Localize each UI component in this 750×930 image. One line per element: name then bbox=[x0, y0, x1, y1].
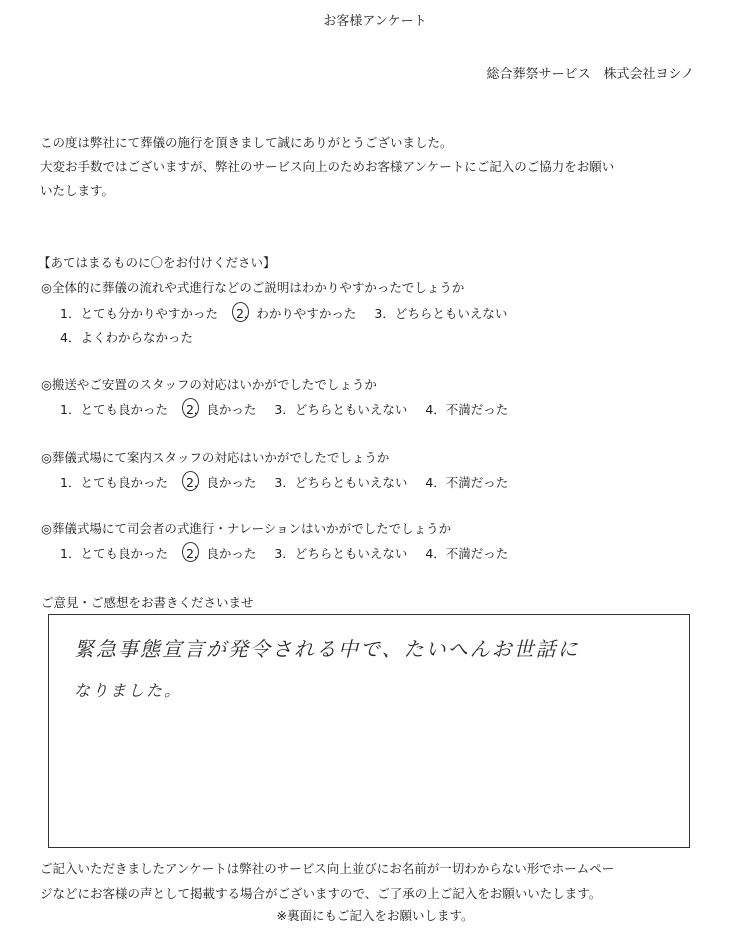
question-3: ◎葬儀式場にて案内スタッフの対応はいかがでしたでしょうか bbox=[41, 450, 390, 465]
option-3[interactable]: 3．どちらともいえない bbox=[374, 306, 508, 321]
option-4[interactable]: 4．不満だった bbox=[425, 546, 509, 561]
question-1-options bbox=[60, 304, 521, 322]
company-name: 総合葬祭サービス 株式会社ヨシノ bbox=[486, 67, 694, 82]
comment-box[interactable] bbox=[48, 614, 690, 848]
question-2: ◎搬送やご安置のスタッフの対応はいかがでしたでしょうか bbox=[41, 377, 377, 392]
question-1-options-row2 bbox=[60, 328, 207, 346]
page-title: お客様アンケート bbox=[323, 14, 427, 29]
option-1[interactable]: 1．とても良かった bbox=[60, 402, 168, 417]
question-2-options bbox=[60, 400, 522, 418]
comment-label: ご意見・ご感想をお書きくださいませ bbox=[41, 595, 254, 610]
back-page-note: ※裏面にもご記入をお願いします。 bbox=[276, 908, 474, 923]
option-1[interactable]: 1．とても良かった bbox=[60, 475, 168, 490]
question-4: ◎葬儀式場にて司会者の式進行・ナレーションはいかがでしたでしょうか bbox=[41, 521, 452, 536]
option-1[interactable]: 1．とても分かりやすかった bbox=[60, 306, 218, 321]
option-1[interactable]: 1．とても良かった bbox=[60, 546, 168, 561]
question-4-options bbox=[60, 544, 522, 562]
option-2-selected[interactable]: 2．良かった bbox=[185, 475, 257, 490]
option-2-selected[interactable]: 2．わかりやすかった bbox=[235, 306, 357, 321]
intro-line: この度は弊社にて葬儀の施行を頂きまして誠にありがとうございました。 bbox=[40, 135, 453, 150]
option-4[interactable]: 4．よくわからなかった bbox=[60, 330, 193, 345]
intro-text bbox=[40, 131, 710, 203]
handwritten-comment-line: なりました。 bbox=[74, 681, 183, 700]
handwritten-comment-line: 緊急事態宣言が発令される中で、たいへんお世話に bbox=[74, 637, 580, 661]
intro-line: いたします。 bbox=[40, 183, 115, 198]
footer-line: ご記入いただきましたアンケートは弊社のサービス向上並びにお名前が一切わからない形でホームペー bbox=[40, 861, 615, 876]
option-3[interactable]: 3．どちらともいえない bbox=[274, 402, 408, 417]
option-2-selected[interactable]: 2．良かった bbox=[185, 546, 257, 561]
instruction-text: 【あてはまるものに〇をお付けください】 bbox=[38, 255, 276, 270]
question-1: ◎全体的に葬儀の流れや式進行などのご説明はわかりやすかったでしょうか bbox=[41, 280, 465, 295]
intro-line: 大変お手数ではございますが、弊社のサービス向上のためお客様アンケートにご記入のご協力をお願い bbox=[40, 159, 615, 174]
option-4[interactable]: 4．不満だった bbox=[425, 402, 509, 417]
option-3[interactable]: 3．どちらともいえない bbox=[274, 475, 408, 490]
footer-text bbox=[40, 856, 720, 906]
question-3-options bbox=[60, 473, 522, 491]
footer-line: ジなどにお客様の声として掲載する場合がございますので、ご了承の上ご記入をお願いいたします。 bbox=[40, 886, 602, 901]
option-3[interactable]: 3．どちらともいえない bbox=[274, 546, 408, 561]
option-2-selected[interactable]: 2．良かった bbox=[185, 402, 257, 417]
option-4[interactable]: 4．不満だった bbox=[425, 475, 509, 490]
